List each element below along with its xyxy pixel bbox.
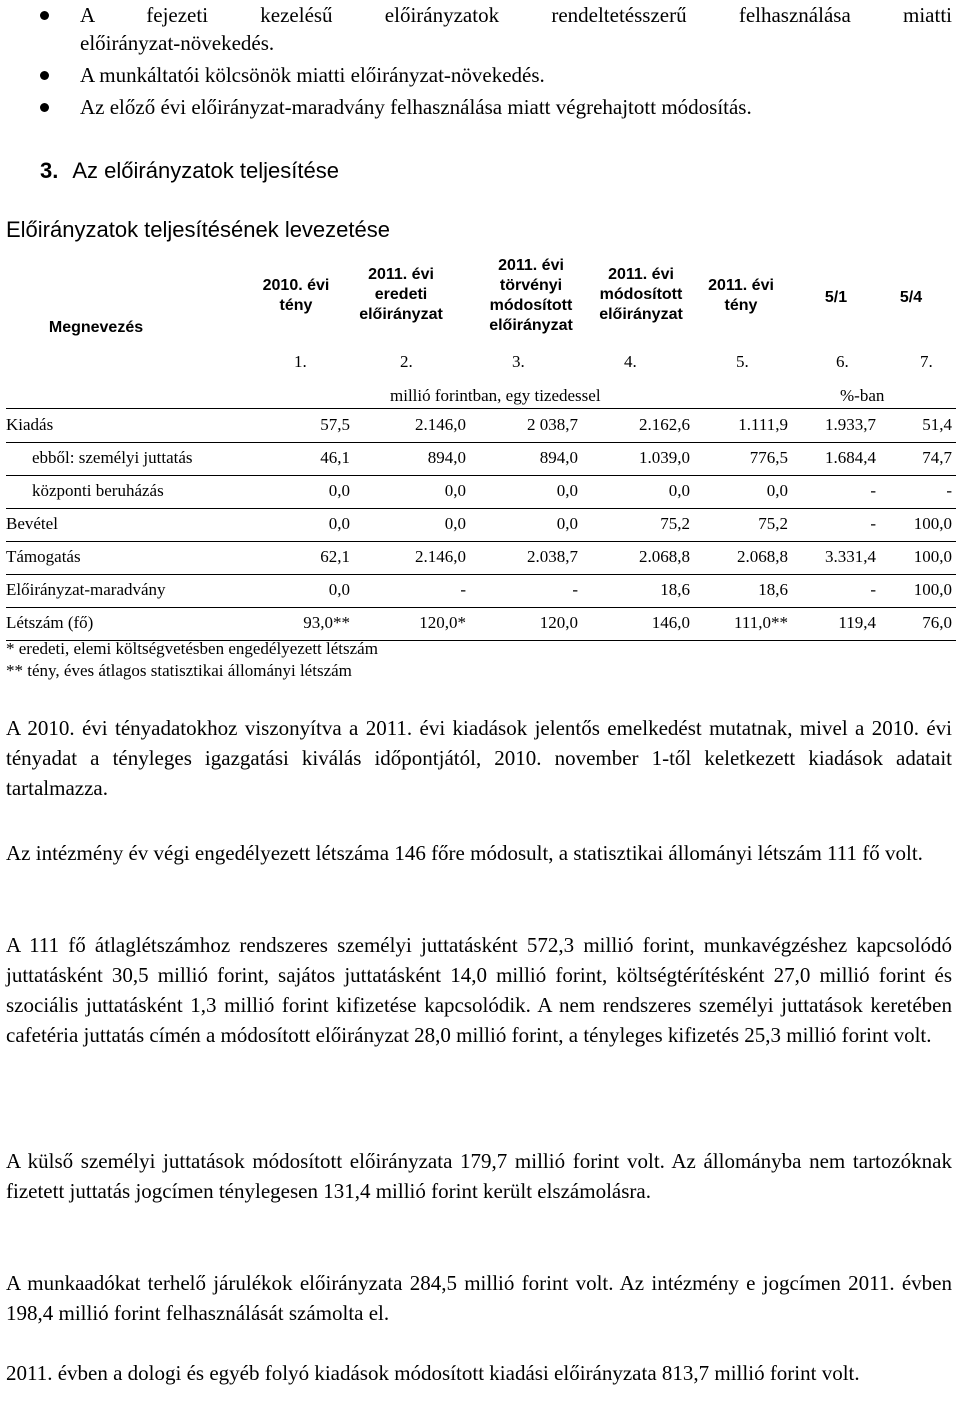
table-cell: 119,4: [838, 613, 876, 632]
header-col1: 2010. évi tény: [262, 277, 330, 314]
paragraph: Az intézmény év végi engedélyezett létszáma 146 főre módosult, a statisztikai állományi létszám 111 fő volt.: [6, 841, 923, 865]
table-cell: -: [870, 514, 876, 533]
table-cell: 0,0: [328, 580, 350, 599]
bullet-dot-icon: [40, 11, 49, 20]
bullet-text: A munkáltatói kölcsönök miatti előirányzat-növekedés.: [80, 63, 545, 87]
table-cell: 93,0**: [303, 613, 350, 632]
table-cell: 2.068,8: [737, 547, 788, 566]
table-row: [6, 509, 956, 542]
table-cell: 146,0: [651, 613, 690, 632]
table-cell: 57,5: [320, 415, 350, 434]
table-cell: 2 038,7: [527, 415, 578, 434]
table-cell: 18,6: [758, 580, 788, 599]
col-number: 7.: [920, 352, 933, 371]
table-cell: 0,0: [444, 514, 466, 533]
table-cell: 2.146,0: [415, 547, 466, 566]
table-cell: -: [572, 580, 578, 599]
table-cell: 894,0: [539, 448, 578, 467]
col-number: 2.: [400, 352, 413, 371]
table-cell: 62,1: [320, 547, 350, 566]
table-cell: 776,5: [749, 448, 788, 467]
header-col7: 5/4: [899, 289, 923, 306]
table-cell: 100,0: [913, 547, 952, 566]
paragraph: A külső személyi juttatások módosított előirányzata 179,7 millió forint volt. Az állományba nem tartozóknak fizetett juttatás jogcímen ténylegesen 131,4 millió forint került elszámolásra.: [6, 1149, 952, 1203]
table-cell: 111,0**: [734, 613, 788, 632]
table-cell: 0,0: [766, 481, 788, 500]
table-cell: 1.111,9: [738, 415, 788, 434]
table-cell: 894,0: [427, 448, 466, 467]
table-footnotes: [6, 638, 378, 682]
footnote: * eredeti, elemi költségvetésben engedélyezett létszám: [6, 639, 378, 658]
table-cell: 0,0: [328, 481, 350, 500]
table-cell: 0,0: [444, 481, 466, 500]
table-cell: 46,1: [320, 448, 350, 467]
unit-percent: %-ban: [840, 386, 885, 405]
header-name: Megnevezés: [48, 319, 144, 336]
table-row: [6, 410, 956, 443]
row-label: Előirányzat-maradvány: [6, 580, 166, 599]
bullet-text: A fejezeti kezelésű előirányzatok rendeltetésszerű felhasználása miatti: [80, 3, 952, 27]
table-cell: -: [460, 580, 466, 599]
bullet-dot-icon: [40, 71, 49, 80]
table-row: [6, 608, 956, 641]
section-number: 3.: [40, 158, 59, 183]
table-cell: 2.068,8: [639, 547, 690, 566]
paragraph: A 2010. évi tényadatokhoz viszonyítva a 2011. évi kiadások jelentős emelkedést mutatnak, mivel a 2010. évi tényadat a tényleges igazgatási kiválás időpontjától, 2010. november 1-től keletkezett kiadások adatait tartalmazza.: [6, 716, 952, 800]
table-cell: 74,7: [922, 448, 952, 467]
table-cell: 18,6: [660, 580, 690, 599]
table-cell: 0,0: [556, 514, 578, 533]
table-cell: 51,4: [922, 415, 952, 434]
unit-money: millió forintban, egy tizedessel: [390, 386, 601, 405]
col-number: 5.: [736, 352, 749, 371]
table-cell: 76,0: [922, 613, 952, 632]
table-cell: 0,0: [668, 481, 690, 500]
table-cell: 0,0: [328, 514, 350, 533]
bullet-dot-icon: [40, 103, 49, 112]
table-cell: 120,0*: [419, 613, 466, 632]
paragraph: A 111 fő átlaglétszámhoz rendszeres személyi juttatásként 572,3 millió forint, munkavégzéshez kapcsolódó juttatásként 30,5 millió forint, sajátos juttatásként 14,0 millió forint, költségtérítésként 27,0 millió forint és szociális juttatásként 1,3 millió forint kifizetése kapcsolódik. A nem rendszeres személyi juttatások keretében cafetéria juttatás címén a módosított előirányzat 28,0 millió forint, a tényleges kifizetés 25,3 millió forint volt.: [6, 933, 952, 1047]
table-cell: 1.039,0: [639, 448, 690, 467]
section-heading: [40, 158, 339, 184]
table-cell: 1.933,7: [825, 415, 876, 434]
header-col3: 2011. évi törvényi módosított előirányzat: [489, 257, 573, 334]
table-cell: 2.038,7: [527, 547, 578, 566]
table-cell: 1.684,4: [825, 448, 876, 467]
table-cell: 100,0: [913, 580, 952, 599]
table-cell: 100,0: [913, 514, 952, 533]
row-label: központi beruházás: [32, 481, 164, 500]
paragraph: 2011. évben a dologi és egyéb folyó kiadások módosított kiadási előirányzata 813,7 millió forint volt.: [6, 1361, 860, 1385]
header-col5: 2011. évi tény: [708, 277, 774, 314]
table-cell: 75,2: [758, 514, 788, 533]
table-row: [6, 476, 956, 509]
row-label: Támogatás: [6, 547, 81, 566]
row-label: Bevétel: [6, 514, 58, 533]
table-row: [6, 575, 956, 608]
table-cell: 0,0: [556, 481, 578, 500]
bullet-text: előirányzat-növekedés.: [80, 31, 275, 55]
footnote: ** tény, éves átlagos statisztikai állományi létszám: [6, 661, 352, 680]
paragraph: A munkaadókat terhelő járulékok előirányzata 284,5 millió forint volt. Az intézmény e jogcímen 2011. évben 198,4 millió forint felhasználását számolta el.: [6, 1271, 952, 1325]
table-cell: -: [870, 580, 876, 599]
table-cell: -: [870, 481, 876, 500]
header-col2: 2011. évi eredeti előirányzat: [359, 266, 443, 323]
section-title: Az előirányzatok teljesítése: [72, 158, 339, 183]
table-cell: 120,0: [539, 613, 578, 632]
header-col6: 5/1: [824, 289, 848, 306]
col-number: 3.: [512, 352, 525, 371]
table-cell: 75,2: [660, 514, 690, 533]
bullet-text: Az előző évi előirányzat-maradvány felhasználása miatt végrehajtott módosítás.: [80, 95, 752, 119]
table-cell: 2.162,6: [639, 415, 690, 434]
row-label: ebből: személyi juttatás: [32, 448, 193, 467]
table-header-rule: [6, 408, 956, 409]
header-col4: 2011. évi módosított előirányzat: [599, 266, 683, 323]
table-title: Előirányzatok teljesítésének levezetése: [6, 217, 390, 242]
table-cell: 3.331,4: [825, 547, 876, 566]
table-cell: 2.146,0: [415, 415, 466, 434]
table-cell: -: [946, 481, 952, 500]
col-number: 6.: [836, 352, 849, 371]
table-row: [6, 542, 956, 575]
row-label: Kiadás: [6, 415, 54, 434]
row-label: Létszám (fő): [6, 613, 94, 632]
table-row: [6, 443, 956, 476]
col-number: 4.: [624, 352, 637, 371]
col-number: 1.: [294, 352, 307, 371]
